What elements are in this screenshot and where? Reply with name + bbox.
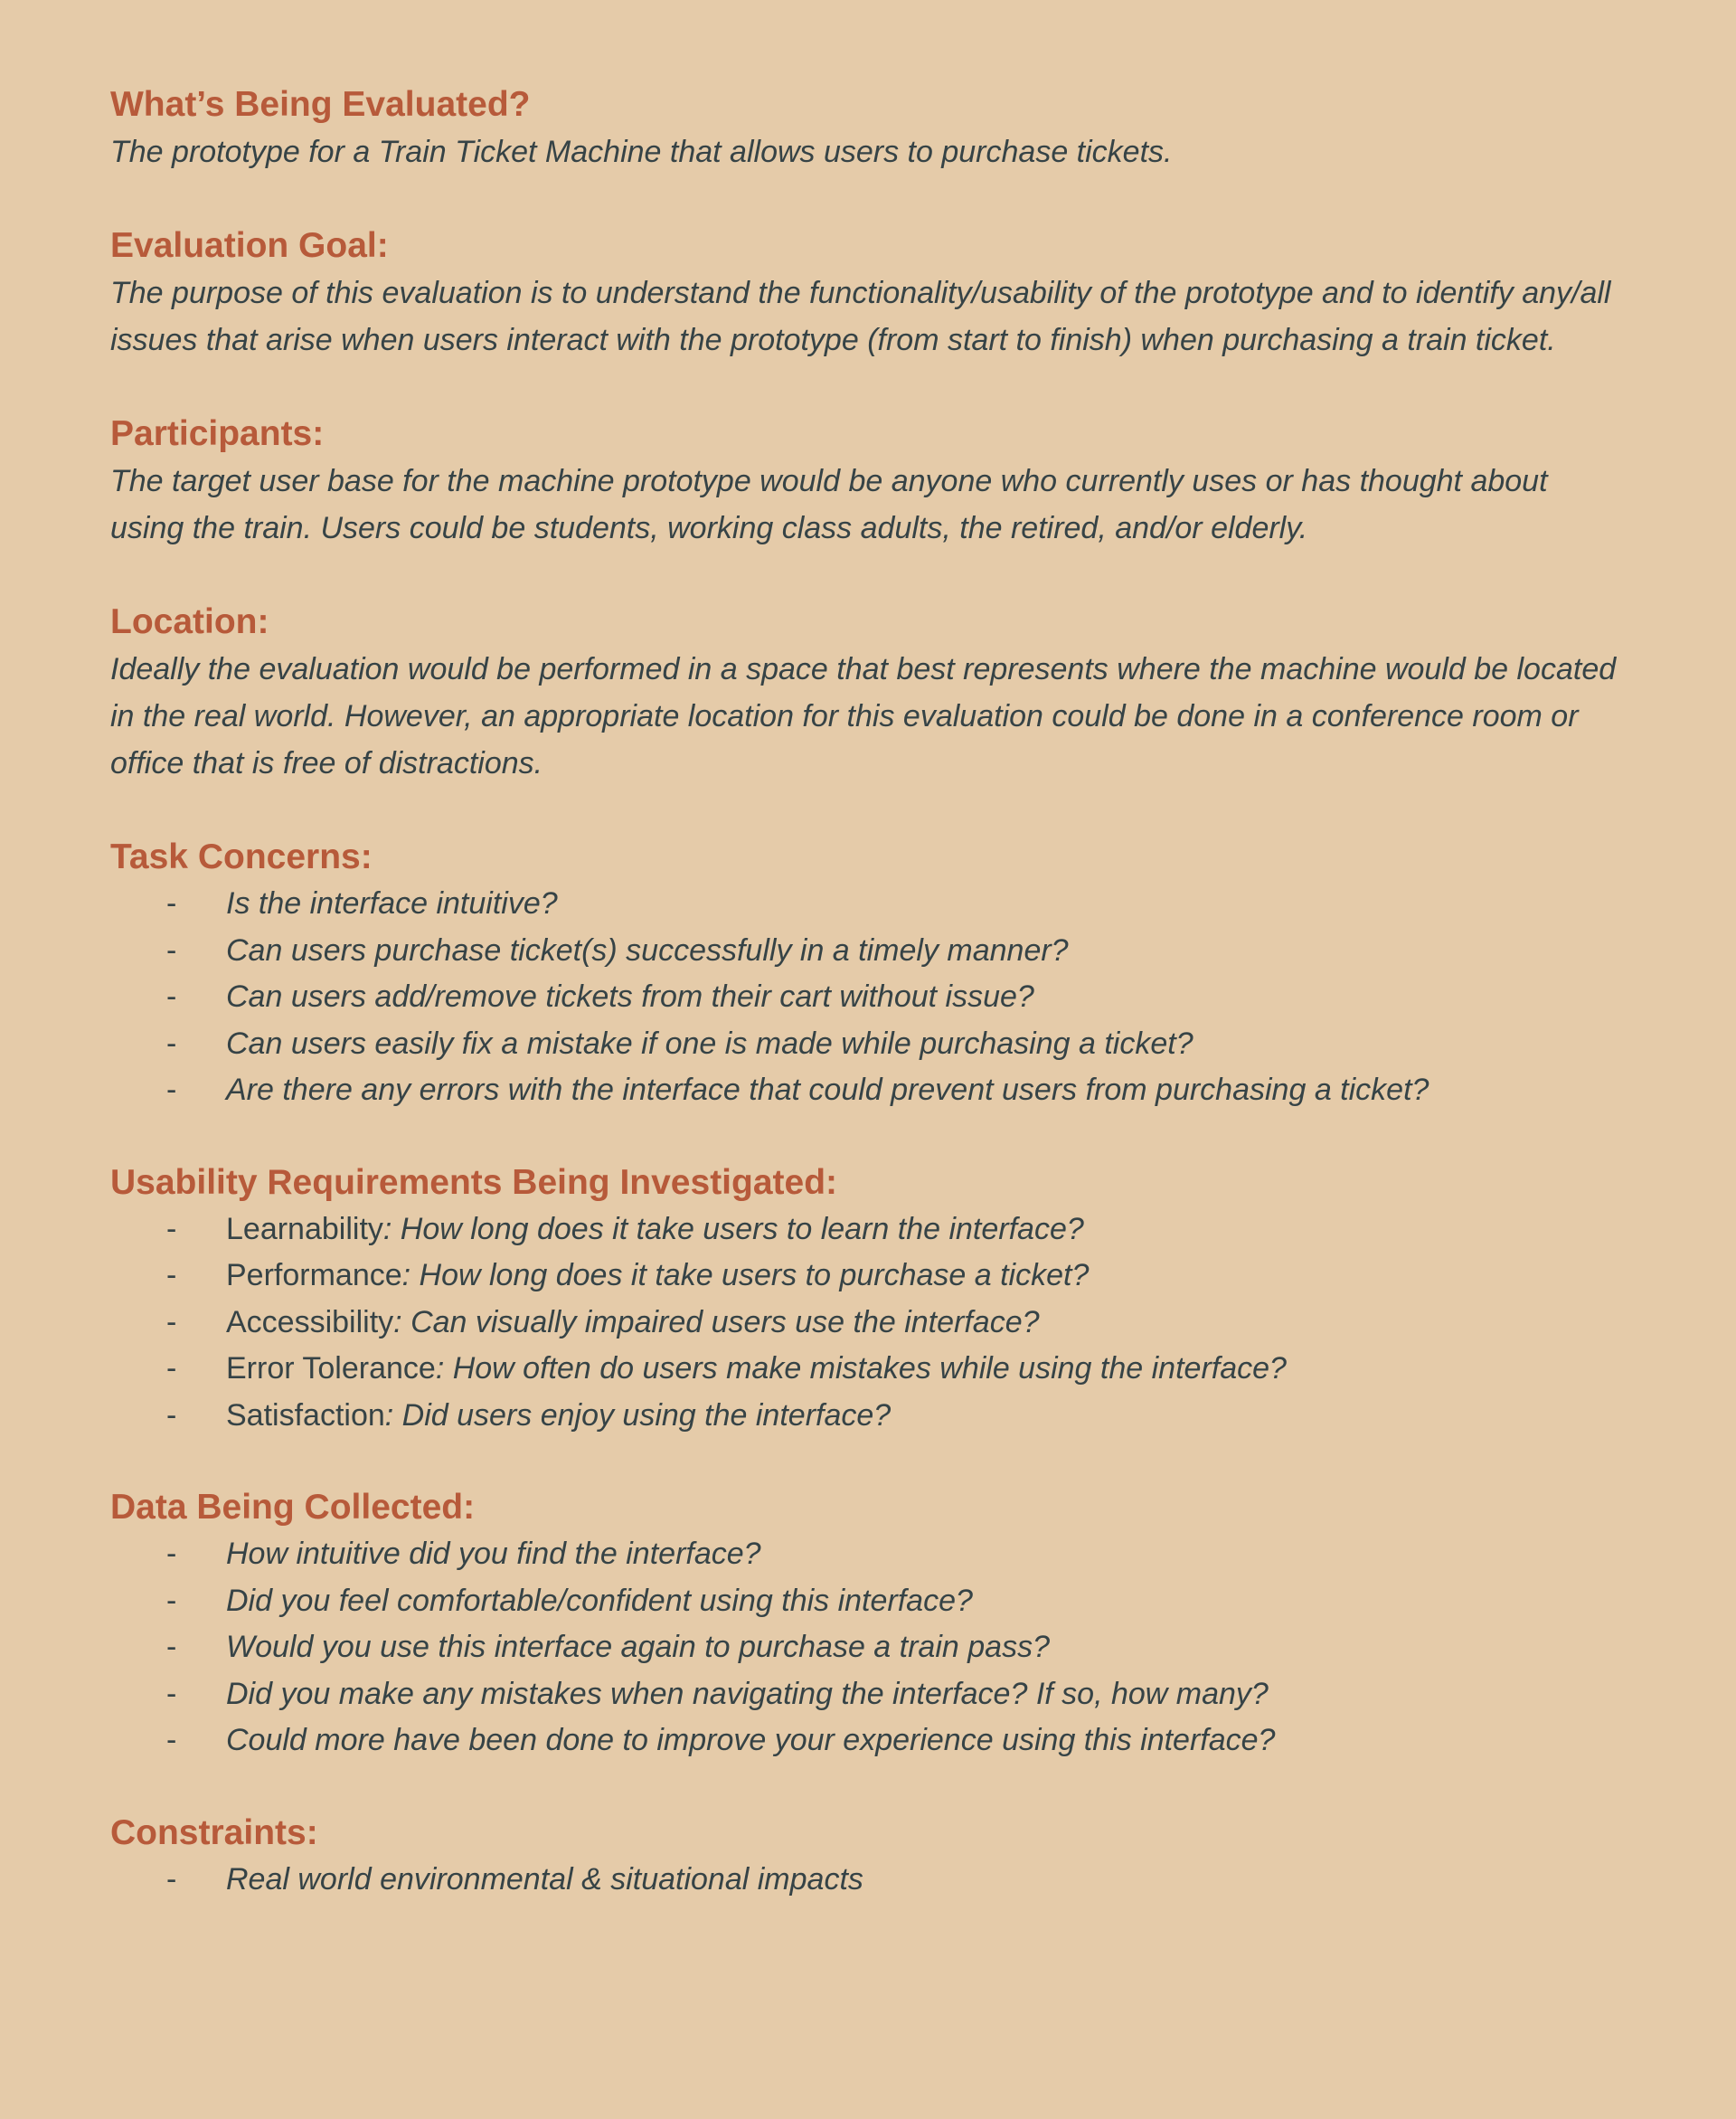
constraints-list (110, 1857, 1626, 1904)
section-heading: Data Being Collected: (110, 1488, 476, 1527)
bullet-dash: - (166, 1397, 177, 1433)
section-evaluation-goal (110, 222, 1626, 364)
section-heading: Task Concerns: (110, 837, 373, 876)
section-participants (110, 411, 1626, 552)
requirement-description: : How long does it take users to learn the interface? (382, 1211, 1084, 1246)
section-data-being-collected (110, 1484, 1626, 1764)
list-item: - Is the interface intuitive? (110, 881, 1626, 928)
list-item: - Are there any errors with the interface that could prevent users from purchasing a ticket? (110, 1067, 1626, 1114)
bullet-dash: - (166, 1583, 177, 1618)
bullet-dash: - (166, 1676, 177, 1711)
section-usability-requirements (110, 1159, 1626, 1440)
section-text: The purpose of this evaluation is to understand the functionality/usability of the prototype and to identify any/all issues that arise when users interact with the prototype (from start to finish) when purchasing a train ticket. (110, 276, 1611, 357)
list-item (110, 1206, 1626, 1253)
requirement-description: : How long does it take users to purchase a ticket? (401, 1258, 1090, 1292)
section-heading: What’s Being Evaluated? (110, 85, 531, 124)
bullet-dash: - (166, 1258, 177, 1292)
requirement-term: Performance (226, 1258, 402, 1292)
list-item: - Can users easily fix a mistake if one is made while purchasing a ticket? (110, 1021, 1626, 1068)
list-item (110, 1253, 1626, 1300)
section-heading: Evaluation Goal: (110, 226, 389, 265)
list-item: - Did you make any mistakes when navigating the interface? If so, how many? (110, 1671, 1626, 1718)
task-concerns-list (110, 881, 1626, 1114)
list-item: - How intuitive did you find the interface? (110, 1531, 1626, 1578)
bullet-dash: - (166, 1630, 177, 1664)
section-text: Ideally the evaluation would be performed in a space that best represents where the machine would be located in the real world. However, an appropriate location for this evaluation could be done in a conference room or office that is free of distractions. (110, 652, 1617, 780)
bullet-dash: - (166, 1304, 177, 1339)
list-item: - Real world environmental & situational impacts (110, 1857, 1626, 1904)
data-collected-list (110, 1531, 1626, 1764)
list-item (110, 1393, 1626, 1440)
list-item: - Can users add/remove tickets from their cart without issue? (110, 974, 1626, 1021)
section-heading: Location: (110, 602, 269, 641)
list-item (110, 1300, 1626, 1347)
requirement-term: Accessibility (226, 1304, 394, 1339)
requirement-description: : How often do users make mistakes while using the interface? (435, 1351, 1287, 1386)
section-task-concerns (110, 834, 1626, 1114)
bullet-dash: - (166, 1537, 177, 1571)
requirement-description: : Can visually impaired users use the interface? (393, 1304, 1040, 1339)
section-constraints (110, 1810, 1626, 1904)
section-text: The target user base for the machine prototype would be anyone who currently uses or has thought about using the train. Users could be students, working class adults, the retired, and/or elderly. (110, 464, 1548, 545)
section-heading: Participants: (110, 414, 325, 453)
bullet-dash: - (166, 1723, 177, 1757)
section-heading: Constraints: (110, 1812, 318, 1852)
requirement-term: Error Tolerance (226, 1351, 436, 1386)
usability-requirements-list (110, 1206, 1626, 1440)
bullet-dash: - (166, 932, 177, 968)
list-item (110, 1346, 1626, 1393)
list-item: - Did you feel comfortable/confident using this interface? (110, 1578, 1626, 1625)
section-location (110, 599, 1626, 787)
bullet-dash: - (166, 1026, 177, 1061)
bullet-dash: - (166, 1211, 177, 1246)
requirement-description: : Did users enjoy using the interface? (384, 1397, 892, 1433)
section-whats-being-evaluated (110, 81, 1626, 175)
section-text: The prototype for a Train Ticket Machine that allows users to purchase tickets. (110, 135, 1173, 169)
section-heading: Usability Requirements Being Investigated: (110, 1162, 838, 1202)
requirement-term: Learnability (226, 1211, 383, 1246)
list-item: - Could more have been done to improve your experience using this interface? (110, 1717, 1626, 1764)
bullet-dash: - (166, 886, 177, 921)
bullet-dash: - (166, 1073, 177, 1107)
bullet-dash: - (166, 1351, 177, 1386)
requirement-term: Satisfaction (226, 1397, 385, 1433)
bullet-dash: - (166, 979, 177, 1014)
bullet-dash: - (166, 1861, 177, 1897)
list-item: - Would you use this interface again to purchase a train pass? (110, 1624, 1626, 1671)
list-item: - Can users purchase ticket(s) successfully in a timely manner? (110, 928, 1626, 975)
